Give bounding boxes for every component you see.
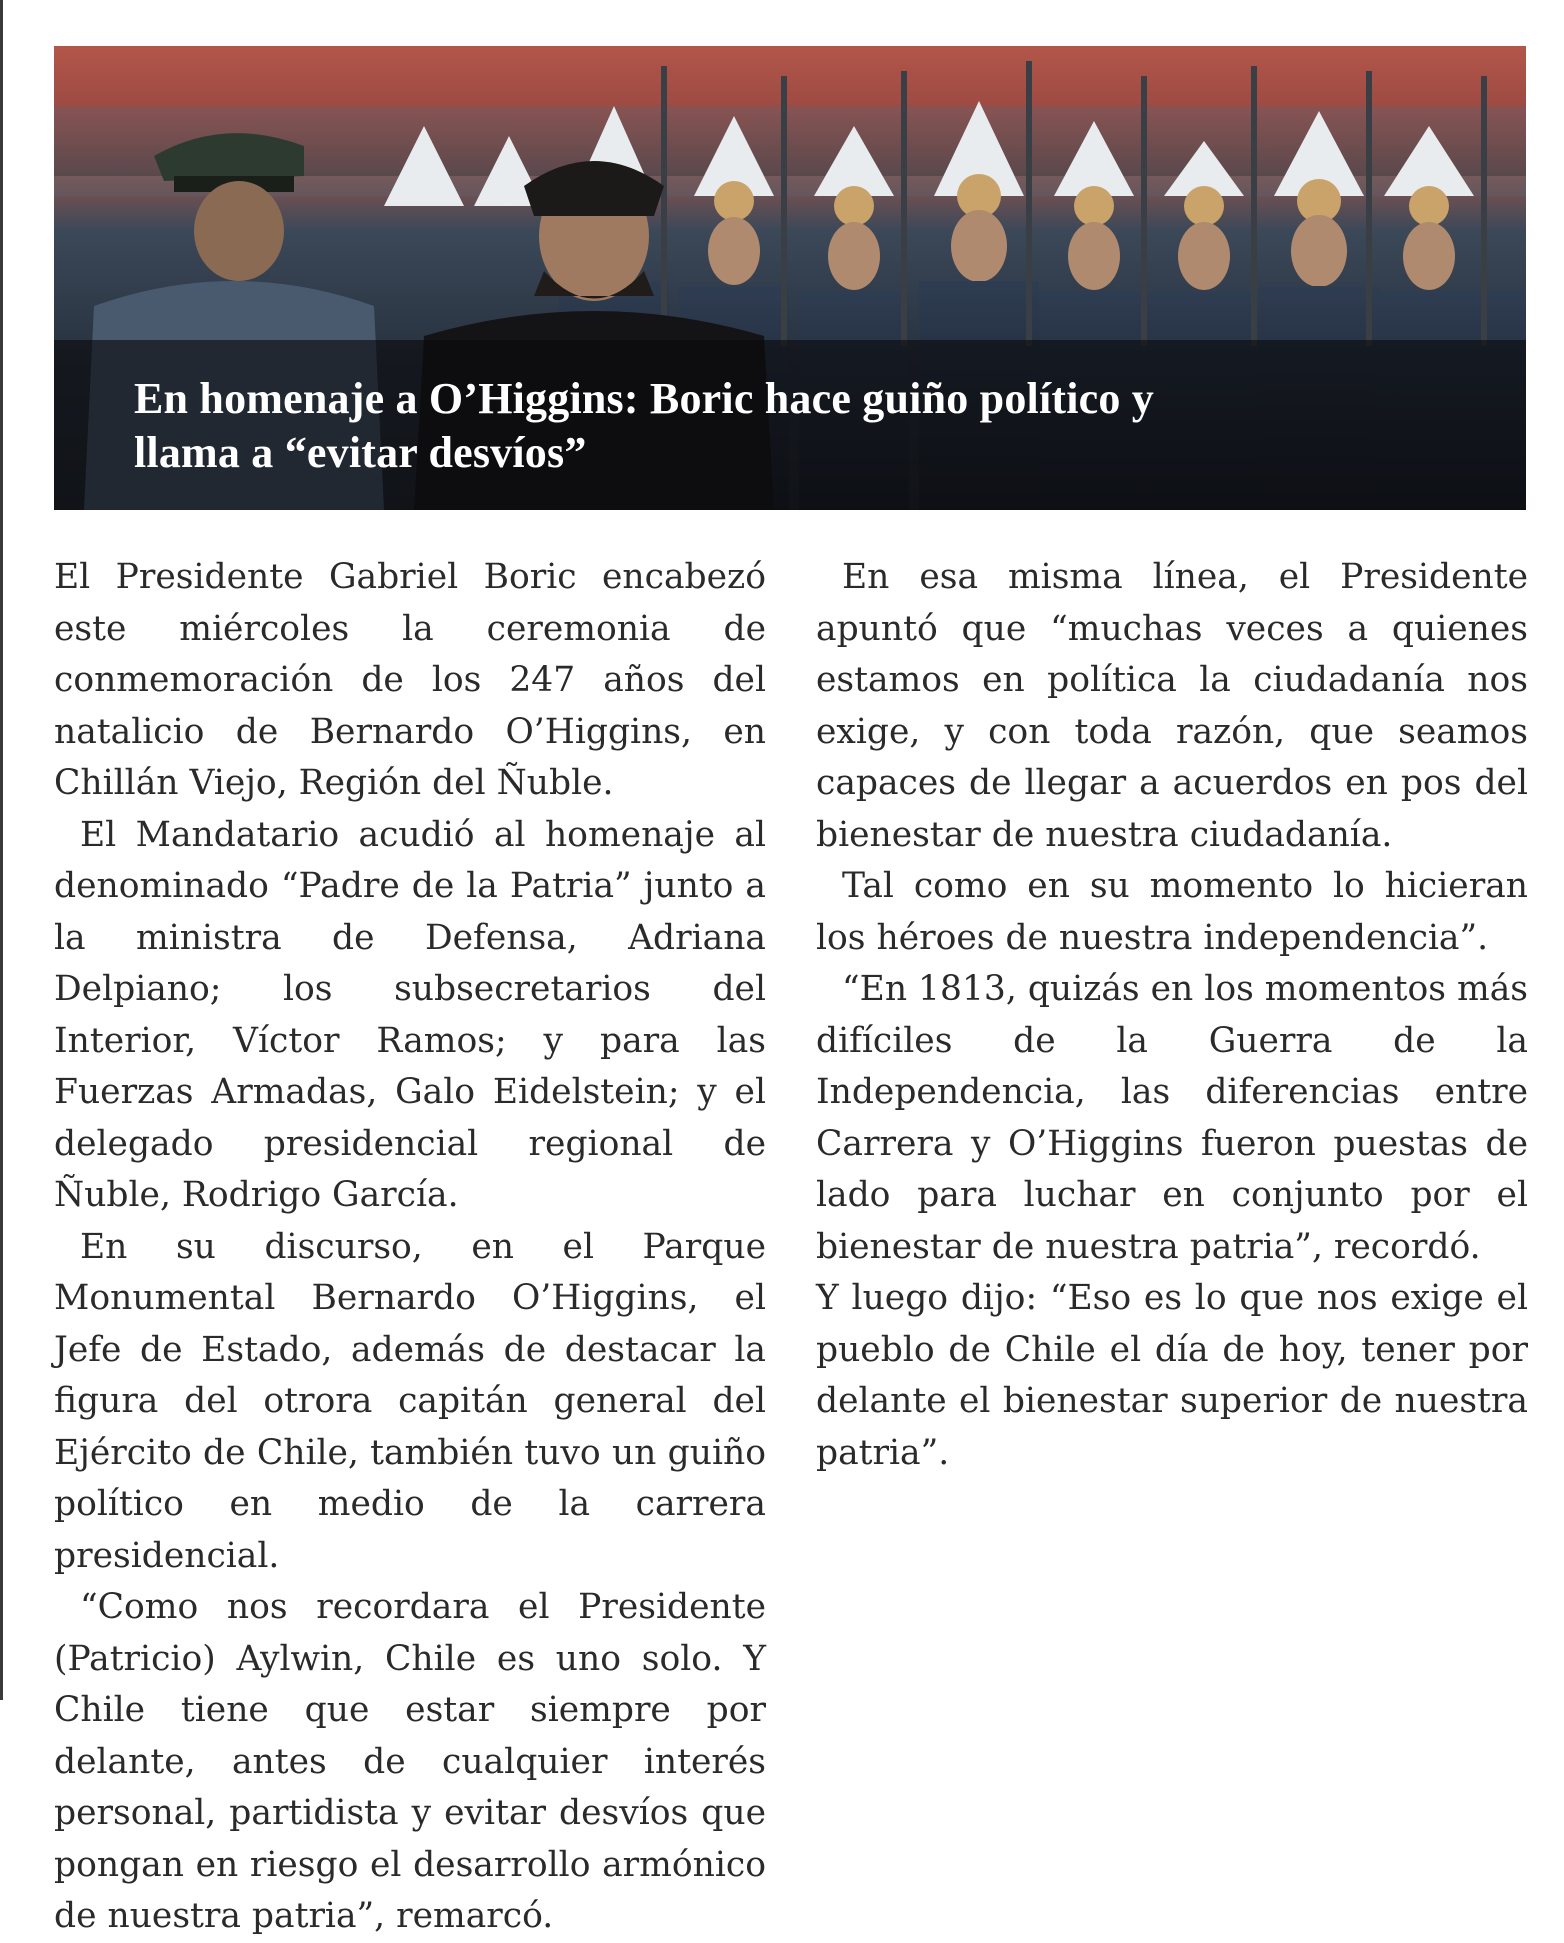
body-paragraph: En su discurso, en el Parque Monumental Bernardo O’Higgins, el Jefe de Estado, además de destacar la figura del otrora capitán general del Ejército de Chile, también tuvo un guiño político en medio de la carrera presidencial. — [54, 1226, 766, 1576]
column-rule — [0, 0, 3, 1700]
body-paragraph: “En 1813, quizás en los momentos más difíciles de la Guerra de la Independencia, las diferencias entre Carrera y O’Higgins fueron puestas de lado para luchar en conjunto por el bienestar de nuestra patria”, recordó. — [816, 969, 1528, 1267]
left-column — [54, 552, 766, 1943]
article-body — [54, 552, 1528, 1936]
body-paragraph: El Mandatario acudió al homenaje al denominado “Padre de la Patria” junto a la ministra de Defensa, Adriana Delpiano; los subsecretarios del Interior, Víctor Ramos; y para las Fuerzas Armadas, Galo Eidelstein; y el delegado presidencial regional de Ñuble, Rodrigo García. — [54, 814, 766, 1215]
article-photo — [54, 46, 1526, 510]
right-column — [816, 552, 1528, 1479]
body-paragraph: Tal como en su momento lo hicieran los héroes de nuestra independencia”. — [816, 866, 1528, 958]
article-headline: En homenaje a O’Higgins: Boric hace guiño político y llama a “evitar desvíos” — [134, 374, 1154, 477]
body-paragraph: “Como nos recordara el Presidente (Patricio) Aylwin, Chile es uno solo. Y Chile tiene que estar siempre por delante, antes de cualquier interés personal, partidista y evitar desvíos que pongan en riesgo el desarrollo armónico de nuestra patria”, remarcó. — [54, 1587, 766, 1936]
body-paragraph: Y luego dijo: “Eso es lo que nos exige el pueblo de Chile el día de hoy, tener por delante el bienestar superior de nuestra patria”. — [816, 1278, 1528, 1473]
body-paragraph: El Presidente Gabriel Boric encabezó este miércoles la ceremonia de conmemoración de los 247 años del natalicio de Bernardo O’Higgins, en Chillán Viejo, Región del Ñuble. — [54, 557, 766, 803]
body-paragraph: En esa misma línea, el Presidente apuntó que “muchas veces a quienes estamos en política la ciudadanía nos exige, y con toda razón, que seamos capaces de llegar a acuerdos en pos del bienestar de nuestra ciudadanía. — [816, 557, 1528, 855]
